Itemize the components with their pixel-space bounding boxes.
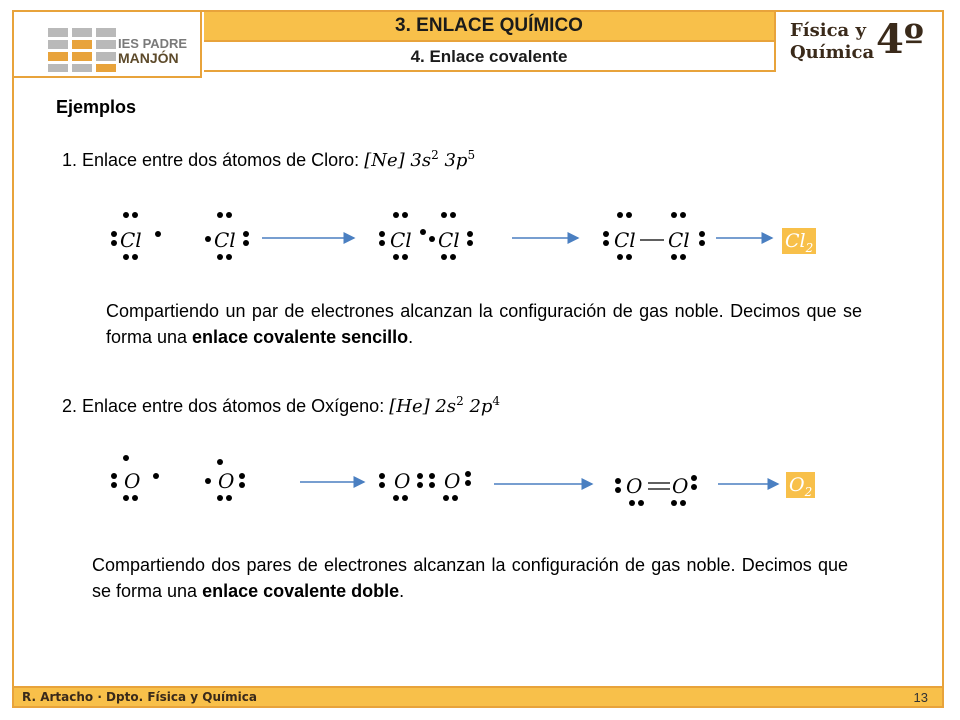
- section-title: 4. Enlace covalente: [204, 42, 774, 72]
- example-1-config: [Ne] $3s^2$ $3p^5$: [364, 148, 476, 171]
- oxygen-molecule-lewis: [615, 474, 697, 506]
- subject-line-2: Química: [790, 42, 875, 63]
- example-2-config: [He] $2s^2$ $2p^4$: [389, 394, 501, 417]
- svg-text:Cl: Cl: [438, 228, 460, 252]
- example-1-label: 1. Enlace entre dos átomos de Cloro:: [62, 150, 360, 170]
- svg-text:O: O: [218, 469, 235, 493]
- oxygen-molecule-formula: $O_2$: [786, 472, 815, 498]
- unit-title: 3. ENLACE QUÍMICO: [204, 12, 774, 42]
- example-2-label: 2. Enlace entre dos átomos de Oxígeno:: [62, 396, 385, 416]
- svg-text:Cl: Cl: [668, 228, 690, 252]
- chlorine-molecule-lewis: [603, 212, 705, 260]
- atom-symbol: Cl: [120, 228, 142, 252]
- page-number: 13: [913, 690, 928, 705]
- svg-text:O: O: [672, 474, 689, 498]
- oxygen-atom-1: [111, 455, 159, 501]
- svg-text:Cl: Cl: [614, 228, 636, 252]
- atom-symbol: Cl: [214, 228, 236, 252]
- example-2-explanation: Compartiendo dos pares de electrones alcanzan la configuración de gas noble. Decimos que se forma una enlace covalente doble.: [92, 555, 848, 601]
- logo-line-1: IES PADRE: [118, 36, 188, 51]
- oxygen-atom-2: [205, 459, 245, 501]
- subject-line-1: Física y: [790, 20, 866, 41]
- course-level: 4º: [876, 16, 924, 63]
- svg-text:Cl: Cl: [390, 228, 412, 252]
- svg-text:O: O: [626, 474, 643, 498]
- svg-text:O: O: [444, 469, 461, 493]
- svg-text:O: O: [124, 469, 141, 493]
- svg-text:O: O: [394, 469, 411, 493]
- chlorine-pair-approach: [379, 212, 473, 260]
- chlorine-atom-2: [205, 212, 249, 260]
- examples-heading: Ejemplos: [56, 97, 137, 117]
- footer-bar: [14, 686, 942, 706]
- example-1-explanation: Compartiendo un par de electrones alcanzan la configuración de gas noble. Decimos que se forma una enlace covalente sencillo.: [106, 301, 862, 347]
- chlorine-molecule-formula: $Cl_2$: [782, 228, 816, 254]
- chlorine-atom-1: [111, 212, 161, 260]
- logo-line-2: MANJÓN: [118, 50, 179, 66]
- oxygen-pair-approach: [379, 469, 471, 501]
- footer-author: R. Artacho · Dpto. Física y Química: [22, 690, 257, 704]
